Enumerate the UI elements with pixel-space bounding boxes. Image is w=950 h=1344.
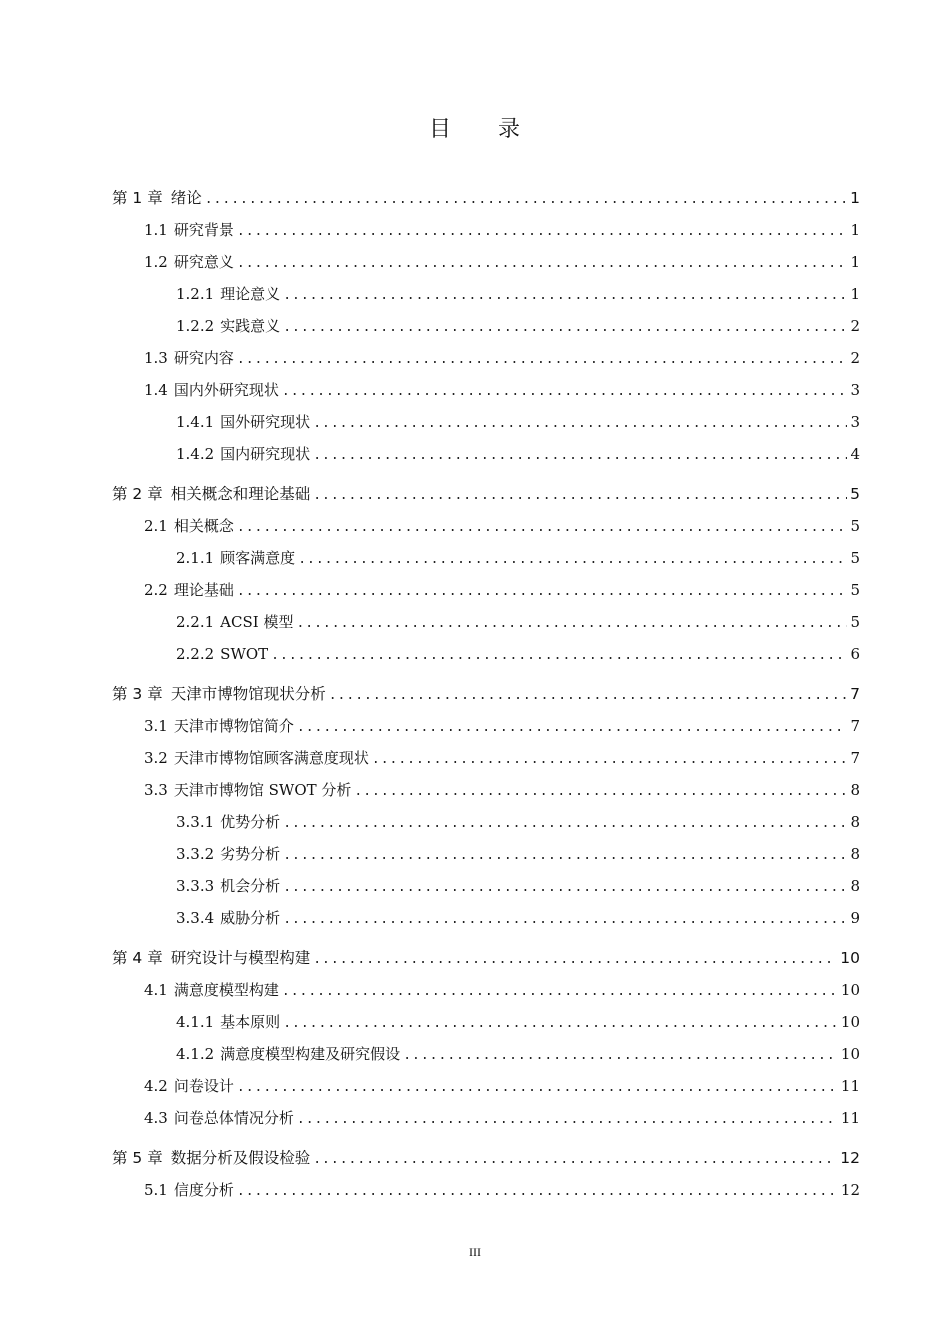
toc-page-number: 10	[840, 981, 860, 999]
toc-dot-leader	[298, 544, 847, 576]
toc-entry-number: 1.4.1	[176, 413, 215, 431]
toc-page-number: 12	[840, 1149, 860, 1167]
toc-entry-label	[144, 510, 234, 542]
toc-entry-title: 国内研究现状	[220, 445, 311, 463]
toc-page-number: 3	[850, 381, 860, 399]
toc-entry-label	[144, 214, 234, 246]
toc-entry-number: 4.1	[144, 981, 168, 999]
toc-entry-title: 机会分析	[220, 877, 281, 895]
toc-entry-title: 相关概念	[173, 517, 234, 535]
toc-entry-title: 天津市博物馆简介	[173, 717, 294, 735]
toc-entry-label	[112, 1142, 310, 1174]
toc-entry-label	[176, 310, 280, 342]
toc-entry-title: 天津市博物馆现状分析	[170, 685, 326, 703]
toc-page-number: 8	[850, 877, 860, 895]
toc-page-number: 1	[850, 189, 860, 207]
toc-entry-number: 1.4	[144, 381, 168, 399]
toc-dot-leader	[237, 216, 848, 248]
toc-dot-leader	[237, 248, 848, 280]
toc-entry-title: 问卷总体情况分析	[173, 1109, 294, 1127]
toc-page-number: 2	[850, 317, 860, 335]
toc-entry-number: 3.3.3	[176, 877, 215, 895]
toc-dot-leader	[283, 1008, 838, 1040]
toc-section-entry[interactable]	[112, 1102, 860, 1134]
toc-page-number: 8	[850, 781, 860, 799]
toc-page-number: 5	[850, 613, 860, 631]
toc-section-entry[interactable]	[112, 246, 860, 278]
toc-entry-title: 问卷设计	[173, 1077, 234, 1095]
toc-entry-label	[144, 1174, 234, 1206]
toc-entry-title: 威胁分析	[220, 909, 281, 927]
toc-dot-leader	[282, 976, 838, 1008]
toc-subsection-entry[interactable]	[112, 1006, 860, 1038]
toc-entry-number: 1.2	[144, 253, 168, 271]
toc-section-entry[interactable]	[112, 1070, 860, 1102]
toc-section-entry[interactable]	[112, 374, 860, 406]
toc-dot-leader	[372, 744, 848, 776]
table-of-contents	[112, 182, 860, 1206]
toc-entry-number: 2.1	[144, 517, 168, 535]
toc-entry-number: 2.2.2	[176, 645, 215, 663]
toc-subsection-entry[interactable]	[112, 438, 860, 470]
toc-page-number: 1	[850, 253, 860, 271]
toc-dot-leader	[283, 280, 847, 312]
toc-entry-title: 国内外研究现状	[173, 381, 279, 399]
toc-entry-number: 第 3 章	[112, 685, 163, 703]
toc-entry-number: 1.4.2	[176, 445, 215, 463]
toc-dot-leader	[329, 680, 847, 712]
toc-subsection-entry[interactable]	[112, 806, 860, 838]
toc-page-number: 5	[850, 485, 860, 503]
toc-entry-number: 1.3	[144, 349, 168, 367]
toc-page-number: 9	[850, 909, 860, 927]
toc-page-number: 10	[840, 1045, 860, 1063]
toc-section-entry[interactable]	[112, 342, 860, 374]
page-number-footer: III	[469, 1245, 481, 1259]
toc-subsection-entry[interactable]	[112, 542, 860, 574]
title-char-left: 目	[428, 117, 452, 142]
toc-dot-leader	[297, 1104, 838, 1136]
toc-subsection-entry[interactable]	[112, 1038, 860, 1070]
toc-page-number: 3	[850, 413, 860, 431]
toc-dot-leader	[237, 576, 848, 608]
toc-entry-number: 3.3	[144, 781, 168, 799]
toc-entry-title: SWOT	[220, 645, 269, 663]
page-title	[0, 112, 950, 143]
toc-entry-number: 1.2.2	[176, 317, 215, 335]
toc-subsection-entry[interactable]	[112, 870, 860, 902]
toc-entry-label	[176, 806, 280, 838]
toc-entry-number: 1.1	[144, 221, 168, 239]
toc-page-number: 5	[850, 581, 860, 599]
toc-entry-label	[144, 710, 294, 742]
toc-subsection-entry[interactable]	[112, 278, 860, 310]
toc-page-number: 11	[840, 1109, 860, 1127]
toc-entry-number: 4.1.1	[176, 1013, 215, 1031]
toc-page-number: 8	[850, 845, 860, 863]
toc-entry-title: 天津市博物馆 SWOT 分析	[173, 781, 352, 799]
toc-entry-title: 研究意义	[173, 253, 234, 271]
toc-entry-label	[144, 742, 369, 774]
toc-entry-number: 第 1 章	[112, 189, 163, 207]
toc-entry-label	[176, 638, 268, 670]
toc-entry-label	[176, 870, 280, 902]
toc-entry-number: 4.2	[144, 1077, 168, 1095]
toc-entry-number: 4.1.2	[176, 1045, 215, 1063]
toc-entry-title: 劣势分析	[220, 845, 281, 863]
toc-dot-leader	[283, 904, 847, 936]
toc-page-number: 1	[850, 285, 860, 303]
toc-entry-label	[176, 902, 280, 934]
toc-dot-leader	[296, 608, 847, 640]
toc-entry-number: 4.3	[144, 1109, 168, 1127]
toc-page-number: 6	[850, 645, 860, 663]
toc-entry-label	[176, 438, 310, 470]
toc-page-number: 2	[850, 349, 860, 367]
toc-entry-label	[112, 478, 310, 510]
toc-subsection-entry[interactable]	[112, 638, 860, 670]
toc-subsection-entry[interactable]	[112, 902, 860, 934]
toc-entry-label	[144, 574, 234, 606]
toc-section-entry[interactable]	[112, 774, 860, 806]
toc-dot-leader	[283, 808, 847, 840]
toc-entry-number: 3.1	[144, 717, 168, 735]
toc-entry-title: 理论意义	[220, 285, 281, 303]
toc-entry-title: 数据分析及假设检验	[170, 1149, 311, 1167]
toc-section-entry[interactable]	[112, 574, 860, 606]
toc-entry-label	[144, 1070, 234, 1102]
toc-entry-title: 实践意义	[220, 317, 281, 335]
toc-chapter-entry[interactable]	[112, 1142, 860, 1174]
toc-entry-label	[112, 942, 310, 974]
toc-entry-label	[176, 606, 293, 638]
toc-entry-title: 天津市博物馆顾客满意度现状	[173, 749, 369, 767]
toc-dot-leader	[297, 712, 848, 744]
toc-dot-leader	[313, 1144, 837, 1176]
toc-entry-title: 相关概念和理论基础	[170, 485, 311, 503]
toc-subsection-entry[interactable]	[112, 310, 860, 342]
toc-entry-label	[144, 342, 234, 374]
toc-entry-number: 第 4 章	[112, 949, 163, 967]
toc-page-number: 10	[840, 949, 860, 967]
toc-section-entry[interactable]	[112, 974, 860, 1006]
toc-chapter-entry[interactable]	[112, 678, 860, 710]
toc-dot-leader	[403, 1040, 838, 1072]
toc-dot-leader	[282, 376, 848, 408]
toc-page-number: 12	[840, 1181, 860, 1199]
toc-entry-title: 绪论	[170, 189, 202, 207]
toc-section-entry[interactable]	[112, 710, 860, 742]
toc-entry-number: 第 2 章	[112, 485, 163, 503]
toc-page-number: 8	[850, 813, 860, 831]
toc-dot-leader	[237, 1176, 838, 1208]
toc-dot-leader	[283, 872, 847, 904]
toc-entry-title: 研究背景	[173, 221, 234, 239]
toc-entry-title: 优势分析	[220, 813, 281, 831]
toc-entry-title: 顾客满意度	[220, 549, 296, 567]
toc-section-entry[interactable]	[112, 214, 860, 246]
toc-entry-label	[176, 278, 280, 310]
toc-dot-leader	[271, 640, 847, 672]
toc-section-entry[interactable]	[112, 742, 860, 774]
toc-entry-number: 3.3.1	[176, 813, 215, 831]
toc-entry-title: 研究内容	[173, 349, 234, 367]
toc-entry-number: 5.1	[144, 1181, 168, 1199]
toc-dot-leader	[283, 840, 847, 872]
toc-chapter-entry[interactable]	[112, 182, 860, 214]
toc-entry-number: 3.3.2	[176, 845, 215, 863]
toc-entry-title: 满意度模型构建及研究假设	[220, 1045, 401, 1063]
toc-entry-label	[176, 406, 310, 438]
toc-dot-leader	[313, 480, 847, 512]
toc-chapter-entry[interactable]	[112, 478, 860, 510]
toc-section-entry[interactable]	[112, 510, 860, 542]
toc-dot-leader	[205, 184, 847, 216]
toc-entry-title: 研究设计与模型构建	[170, 949, 311, 967]
toc-page-number: 1	[850, 221, 860, 239]
toc-dot-leader	[237, 512, 848, 544]
toc-entry-number: 3.2	[144, 749, 168, 767]
toc-entry-label	[144, 974, 279, 1006]
toc-entry-number: 2.2.1	[176, 613, 215, 631]
toc-subsection-entry[interactable]	[112, 406, 860, 438]
toc-page-number: 7	[850, 749, 860, 767]
toc-entry-title: ACSI 模型	[220, 613, 294, 631]
toc-subsection-entry[interactable]	[112, 606, 860, 638]
toc-entry-number: 3.3.4	[176, 909, 215, 927]
toc-dot-leader	[313, 440, 847, 472]
toc-page-number: 10	[840, 1013, 860, 1031]
toc-entry-label	[144, 246, 234, 278]
toc-entry-label	[176, 1038, 400, 1070]
toc-entry-label	[144, 374, 279, 406]
toc-entry-label	[176, 838, 280, 870]
toc-entry-title: 理论基础	[173, 581, 234, 599]
toc-entry-label	[144, 774, 351, 806]
toc-page-number: 5	[850, 517, 860, 535]
toc-entry-title: 满意度模型构建	[173, 981, 279, 999]
toc-chapter-entry[interactable]	[112, 942, 860, 974]
toc-dot-leader	[354, 776, 847, 808]
title-char-right: 录	[498, 117, 522, 142]
toc-entry-label	[144, 1102, 294, 1134]
toc-dot-leader	[237, 1072, 838, 1104]
toc-section-entry[interactable]	[112, 1174, 860, 1206]
toc-entry-title: 信度分析	[173, 1181, 234, 1199]
toc-page-number: 7	[850, 685, 860, 703]
toc-dot-leader	[313, 944, 837, 976]
toc-entry-label	[176, 542, 295, 574]
toc-entry-label	[112, 678, 326, 710]
toc-entry-number: 2.1.1	[176, 549, 215, 567]
toc-dot-leader	[313, 408, 847, 440]
toc-page-number: 4	[850, 445, 860, 463]
toc-page-number: 5	[850, 549, 860, 567]
toc-entry-label	[176, 1006, 280, 1038]
toc-dot-leader	[237, 344, 848, 376]
toc-entry-number: 2.2	[144, 581, 168, 599]
toc-entry-number: 第 5 章	[112, 1149, 163, 1167]
toc-entry-number: 1.2.1	[176, 285, 215, 303]
toc-entry-title: 国外研究现状	[220, 413, 311, 431]
toc-page-number: 11	[840, 1077, 860, 1095]
toc-entry-title: 基本原则	[220, 1013, 281, 1031]
toc-subsection-entry[interactable]	[112, 838, 860, 870]
toc-dot-leader	[283, 312, 847, 344]
toc-entry-label	[112, 182, 202, 214]
toc-page-number: 7	[850, 717, 860, 735]
